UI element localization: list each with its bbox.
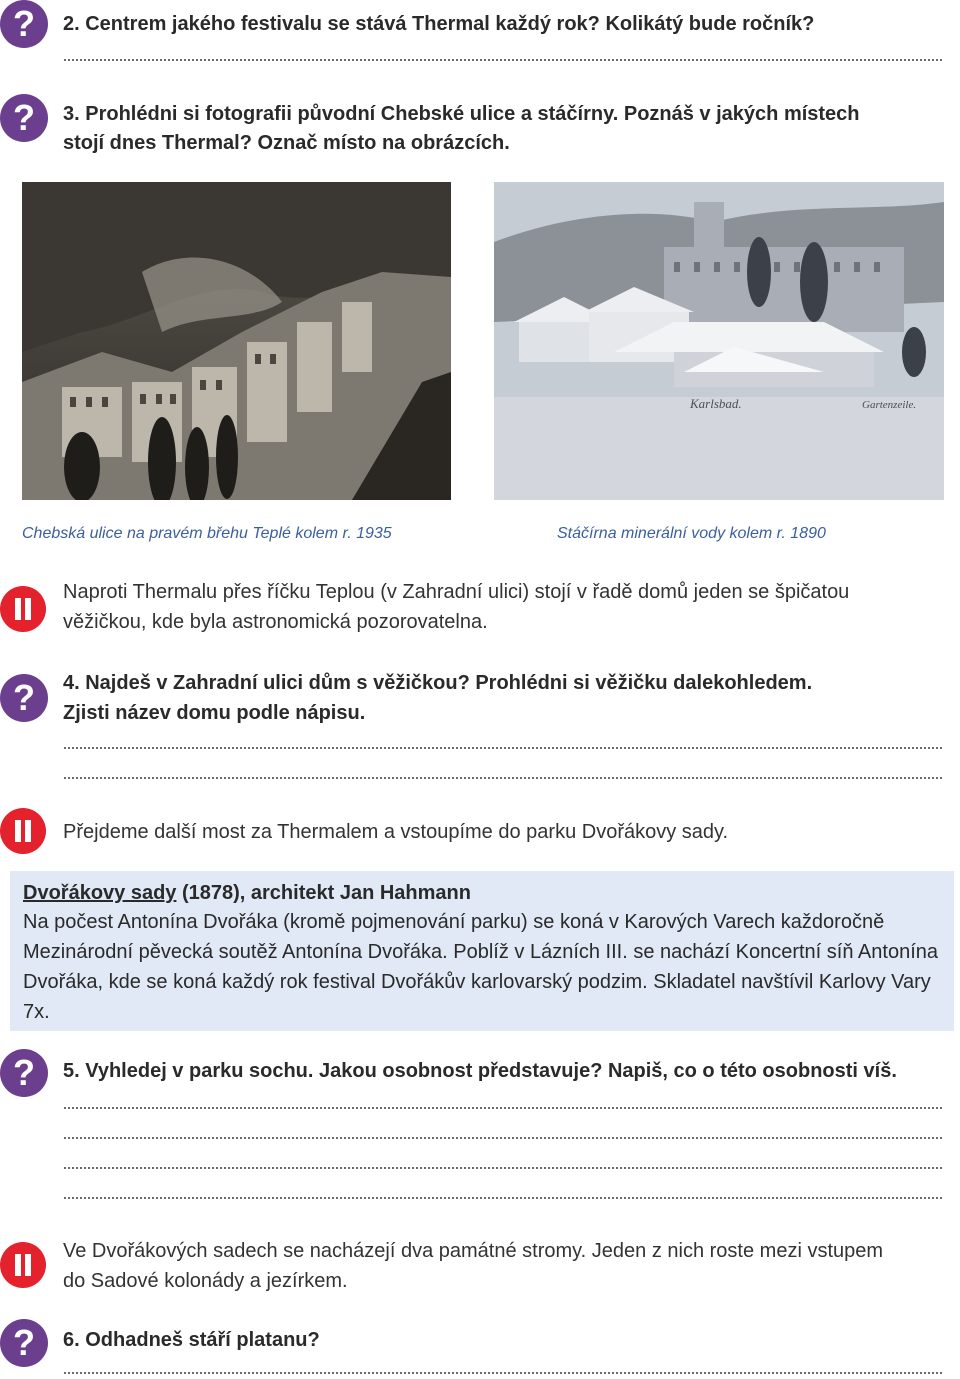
- info-1-line2: věžičkou, kde byla astronomická pozorovatelna.: [63, 611, 488, 633]
- question-6-text: 6. Odhadneš stáří platanu?: [63, 1329, 320, 1351]
- answer-line[interactable]: [63, 776, 942, 780]
- question-2-text: 2. Centrem jakého festivalu se stává Thermal každý rok? Kolikátý bude ročník?: [63, 13, 815, 35]
- question-icon: ?: [0, 1319, 48, 1367]
- question-4-line2: Zjisti název domu podle nápisu.: [63, 702, 366, 724]
- info-3-line1: Ve Dvořákových sadech se nacházejí dva památné stromy. Jeden z nich roste mezi vstupem: [63, 1240, 884, 1262]
- question-icon: ?: [0, 674, 48, 722]
- answer-line[interactable]: [63, 1106, 942, 1110]
- caption-left: Chebská ulice na pravém břehu Teplé kolem r. 1935: [22, 525, 392, 542]
- info-box-title-link: Dvořákovy sady: [23, 882, 177, 904]
- answer-line[interactable]: [63, 1196, 942, 1200]
- answer-line[interactable]: [63, 1371, 942, 1375]
- question-4-line1: 4. Najdeš v Zahradní ulici dům s věžičkou? Prohlédni si věžičku dalekohledem.: [63, 672, 813, 694]
- info-box-body: Na počest Antonína Dvořáka (kromě pojmenování parku) se koná v Karových Varech každoročně Mezinárodní pěvecká soutěž Antonína Dvořáka. Poblíž v Lázních III. se nachází Koncertní síň Antonína Dvořáka, kde se koná každý rok festival Dvořákův karlovarský podzim. Skladatel navštívil Karlovy Vary 7x.: [23, 911, 938, 1023]
- caption-right: Stáčírna minerální vody kolem r. 1890: [557, 525, 826, 542]
- question-icon: ?: [0, 1049, 48, 1097]
- answer-line[interactable]: [63, 58, 942, 62]
- answer-line[interactable]: [63, 1166, 942, 1170]
- info-1-line1: Naproti Thermalu přes říčku Teplou (v Zahradní ulici) stojí v řadě domů jeden se špičatou: [63, 581, 850, 603]
- info-box-title: [23, 879, 471, 907]
- pause-icon: [0, 1242, 46, 1288]
- photo-chebska-ulice: [22, 182, 451, 500]
- question-3-line1: 3. Prohlédni si fotografii původní Chebské ulice a stáčírny. Poznáš v jakých místech: [63, 103, 860, 125]
- question-icon: ?: [0, 94, 48, 142]
- info-3-line2: do Sadové kolonády a jezírkem.: [63, 1270, 348, 1292]
- info-2-text: Přejdeme další most za Thermalem a vstoupíme do parku Dvořákovy sady.: [63, 821, 729, 843]
- info-box-title-rest: (1878), architekt Jan Hahmann: [176, 882, 471, 904]
- question-5-text: 5. Vyhledej v parku sochu. Jakou osobnost představuje? Napiš, co o této osobnosti víš.: [63, 1060, 897, 1082]
- answer-line[interactable]: [63, 746, 942, 750]
- question-icon: ?: [0, 0, 48, 48]
- answer-line[interactable]: [63, 1136, 942, 1140]
- photo-stacirna: [494, 182, 944, 500]
- photo-label-karlsbad: Karlsbad.: [690, 396, 742, 411]
- pause-icon: [0, 808, 46, 854]
- photo-label-gartenzeile: Gartenzeile.: [862, 399, 917, 411]
- pause-icon: [0, 586, 46, 632]
- question-3-line2: stojí dnes Thermal? Označ místo na obrázcích.: [63, 132, 510, 154]
